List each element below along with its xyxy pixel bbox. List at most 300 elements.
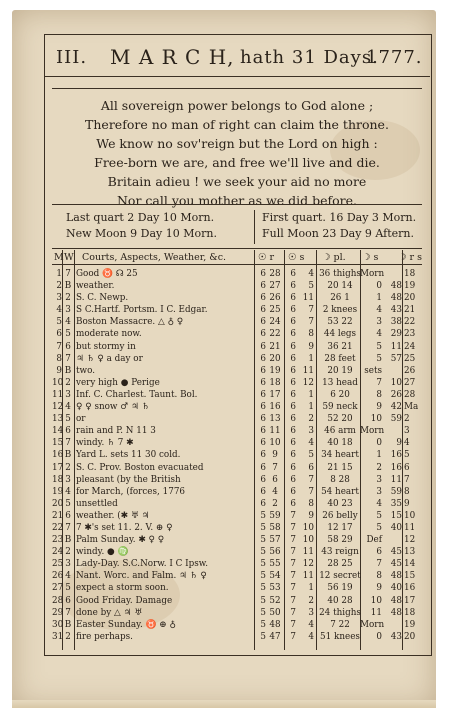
sun-rise-hour: 6 — [260, 462, 266, 473]
moon-rs: 19 — [404, 281, 416, 292]
moon-south-min: 11 — [390, 341, 402, 352]
paper-edge — [12, 700, 436, 708]
sun-rise-min: 10 — [269, 438, 281, 449]
event-text: ♃ ♄ ♀ a day or — [76, 353, 143, 364]
sun-set-min: 8 — [308, 498, 314, 509]
week-day: 5 — [65, 329, 71, 340]
moon-rs: 21 — [404, 305, 416, 316]
week-day: 2 — [65, 377, 71, 388]
col-header-moon-place: ☽ pl. — [322, 252, 346, 263]
month-day: 25 — [52, 559, 64, 570]
moon-rs: 19 — [404, 619, 416, 630]
sun-set-min: 5 — [308, 281, 314, 292]
moon-south-hour: Def — [366, 535, 382, 546]
moon-rs: 10 — [404, 510, 416, 521]
moon-south-hour: 4 — [376, 329, 382, 340]
sun-set-hour: 6 — [290, 317, 296, 328]
sun-rise-min: 54 — [269, 571, 281, 582]
week-day: 4 — [65, 317, 71, 328]
sun-set-min: 10 — [302, 535, 314, 546]
sun-rise-hour: 6 — [260, 269, 266, 279]
verse-line: Nor call you mother as we did before. — [116, 193, 358, 208]
moon-place: 28 25 — [327, 559, 353, 570]
moon-south-hour: 8 — [376, 389, 382, 400]
week-day: 2 — [65, 462, 71, 473]
sun-rise-min: 16 — [269, 402, 281, 413]
sun-set-min: 2 — [308, 414, 314, 425]
moon-rs: 16 — [404, 583, 416, 594]
table-row — [52, 546, 422, 558]
sun-rise-hour: 6 — [260, 474, 266, 485]
moon-rs: 11 — [404, 522, 416, 533]
event-text: windy. ♄ 7 ✱ — [76, 438, 134, 449]
moon-south-min: 15 — [390, 510, 402, 521]
moon-south-hour: sets — [364, 365, 382, 376]
moon-place: 46 arm — [324, 426, 356, 437]
moon-place: 28 feet — [324, 353, 356, 364]
event-text: expect a storm soon. — [76, 583, 169, 594]
sun-set-min: 5 — [308, 450, 314, 461]
moon-rs: 23 — [404, 329, 416, 340]
month-day: 19 — [52, 486, 64, 497]
sun-rise-min: 28 — [269, 269, 281, 279]
moon-place: 7 22 — [330, 619, 350, 630]
week-day: 3 — [65, 559, 71, 570]
sun-rise-min: 17 — [269, 389, 281, 400]
month-day: 22 — [52, 522, 64, 533]
sun-rise-hour: 6 — [260, 438, 266, 449]
moon-south-min: 38 — [390, 317, 402, 328]
event-text: Easter Sunday. ♉ ⊕ ♁ — [76, 619, 176, 630]
month-day: 28 — [52, 595, 64, 606]
month-day: 16 — [52, 450, 64, 461]
sun-rise-min: 11 — [269, 426, 281, 437]
event-text: done by △ ♃ ♅ — [76, 607, 143, 618]
days-count: hath 31 Days. — [240, 46, 379, 68]
moon-place: 26 belly — [322, 510, 358, 521]
moon-place: 52 20 — [327, 414, 353, 425]
month-day: 24 — [52, 547, 64, 558]
moon-place: 53 22 — [327, 317, 353, 328]
moon-south-hour: 10 — [370, 595, 382, 606]
moon-rs: 25 — [404, 353, 416, 364]
month-day: 26 — [52, 571, 64, 582]
sun-rise-min: 27 — [269, 281, 281, 292]
moon-place: 13 head — [322, 377, 358, 388]
title-divider — [44, 76, 430, 77]
event-text: Lady-Day. S.C.Norw. I C Ipsw. — [76, 559, 209, 570]
moon-south-hour: 6 — [376, 547, 382, 558]
moon-south-hour: 3 — [376, 317, 382, 328]
sun-rise-hour: 6 — [260, 365, 266, 376]
sun-rise-min: 48 — [269, 619, 281, 630]
moon-rs: 5 — [404, 450, 410, 461]
col-header-moon-south: ☽ s — [362, 252, 379, 263]
sun-set-hour: 6 — [290, 474, 296, 485]
moon-south-hour: 7 — [376, 559, 382, 570]
moon-south-hour: 2 — [376, 462, 382, 473]
sun-rise-hour: 6 — [260, 498, 266, 509]
table-row — [52, 595, 422, 607]
event-text: Inf. C. Charlest. Taunt. Bol. — [76, 389, 198, 400]
week-day: 5 — [65, 498, 71, 509]
moon-rs: 9 — [404, 498, 410, 509]
moon-place: 44 legs — [323, 329, 357, 340]
event-text: fire perhaps. — [76, 631, 133, 642]
month-day: 4 — [56, 305, 62, 316]
event-text: ♀ ♀ snow ♂ ♃ ♄ — [76, 402, 150, 413]
event-text: rain and P. N 11 3 — [76, 426, 156, 437]
week-day: 7 — [65, 607, 71, 618]
table-row — [52, 510, 422, 522]
week-day: 3 — [65, 474, 71, 485]
sun-rise-hour: 6 — [260, 414, 266, 425]
moon-south-hour: 8 — [376, 571, 382, 582]
col-header-month-day: M — [54, 252, 64, 263]
moon-place: 51 knees — [320, 631, 360, 642]
event-text: but stormy in — [76, 341, 136, 352]
event-text: windy. ● ♍ — [76, 547, 129, 558]
moon-rs: 14 — [404, 559, 416, 570]
sun-rise-min: 47 — [269, 631, 281, 642]
moon-place: 54 heart — [321, 486, 359, 497]
sun-set-hour: 7 — [290, 547, 296, 558]
moon-place: 34 heart — [321, 450, 359, 461]
week-day: 2 — [65, 547, 71, 558]
sun-rise-min: 57 — [269, 535, 281, 546]
moon-south-hour: 1 — [376, 450, 382, 461]
moon-place: 36 21 — [327, 341, 353, 352]
sun-set-hour: 7 — [290, 510, 296, 521]
sun-set-min: 9 — [308, 510, 314, 521]
event-text: S C.Hartf. Portsm. I C. Edgar. — [76, 305, 208, 316]
moon-place: 2 knees — [322, 305, 358, 316]
sun-rise-min: 52 — [269, 595, 281, 606]
event-text: 7 ✱'s set 11. 2. V. ⊕ ♀ — [76, 522, 173, 533]
sun-set-min: 12 — [302, 559, 314, 570]
month-day: 27 — [52, 583, 64, 594]
month-day: 8 — [56, 353, 62, 364]
event-text: Nant. Worc. and Falm. ♃ ♄ ♀ — [76, 571, 207, 582]
sun-rise-hour: 5 — [260, 595, 266, 606]
moon-place: 56 19 — [327, 583, 353, 594]
sun-rise-hour: 5 — [260, 559, 266, 570]
event-text: Good Friday. Damage — [76, 595, 173, 606]
moon-rs: 12 — [404, 535, 416, 546]
table-row — [52, 570, 422, 582]
sun-rise-hour: 6 — [260, 341, 266, 352]
sun-set-hour: 6 — [290, 462, 296, 473]
moon-rs: 6 — [404, 462, 410, 473]
week-day: 3 — [65, 305, 71, 316]
event-text: two. — [76, 365, 96, 376]
event-text: unsettled — [76, 498, 118, 509]
table-row — [52, 522, 422, 534]
moon-south-min: 48 — [390, 607, 402, 618]
sun-rise-hour: 6 — [260, 281, 266, 292]
sun-set-min: 10 — [302, 522, 314, 533]
moon-south-min: 42 — [390, 402, 402, 413]
sun-rise-min: 58 — [269, 522, 281, 533]
week-day: 4 — [65, 402, 71, 413]
sun-set-hour: 6 — [290, 269, 296, 279]
table-row — [52, 437, 422, 449]
sun-rise-min: 22 — [269, 329, 281, 340]
moon-south-hour: 0 — [376, 281, 382, 292]
moon-place: 21 15 — [327, 462, 353, 473]
sun-set-hour: 6 — [290, 353, 296, 364]
week-day: B — [64, 450, 72, 461]
sun-set-min: 4 — [308, 438, 314, 449]
moon-rs: 15 — [404, 571, 416, 582]
sun-set-min: 4 — [308, 631, 314, 642]
moon-place: 43 reign — [321, 547, 359, 558]
moon-place: 40 28 — [327, 595, 353, 606]
moon-phases-right — [262, 210, 416, 242]
table-row — [52, 607, 422, 619]
month-numeral: III. — [56, 46, 88, 68]
sun-set-hour: 6 — [290, 426, 296, 437]
week-day: 7 — [65, 269, 71, 279]
sun-rise-hour: 5 — [260, 522, 266, 533]
moon-place: 6 20 — [330, 389, 350, 400]
sun-rise-hour: 6 — [260, 426, 266, 437]
month-day: 12 — [52, 402, 64, 413]
sun-rise-hour: 6 — [260, 377, 266, 388]
moon-south-min: 48 — [390, 281, 402, 292]
page-title — [44, 40, 430, 74]
col-header-sun-sets: ☉ s — [288, 252, 305, 263]
month-day: 5 — [56, 317, 62, 328]
sun-set-hour: 7 — [290, 535, 296, 546]
moon-south-min: 26 — [390, 389, 402, 400]
week-day: 7 — [65, 353, 71, 364]
moon-rs: 26 — [404, 365, 416, 376]
event-text: very high ● Perige — [76, 377, 160, 388]
sun-rise-hour: 6 — [260, 293, 266, 304]
sun-rise-hour: 6 — [260, 402, 266, 413]
sun-rise-hour: 6 — [260, 353, 266, 364]
verse-top-divider — [52, 88, 422, 89]
moon-place: 40 18 — [327, 438, 353, 449]
moon-south-min: 40 — [390, 583, 402, 594]
verse-block — [54, 96, 420, 210]
moon-rs: 18 — [404, 607, 416, 618]
sun-rise-hour: 5 — [260, 547, 266, 558]
sun-set-hour: 7 — [290, 619, 296, 630]
sun-rise-hour: 5 — [260, 583, 266, 594]
sun-rise-hour: 6 — [260, 450, 266, 461]
col-header-courts: Courts, Aspects, Weather, &c. — [82, 252, 227, 263]
moon-rs: 13 — [404, 547, 416, 558]
sun-set-min: 1 — [308, 583, 314, 594]
moon-place: 26 1 — [330, 293, 350, 304]
month-day: 23 — [52, 535, 64, 546]
week-day: 4 — [65, 571, 71, 582]
month-day: 21 — [52, 510, 64, 521]
table-row — [52, 377, 422, 389]
table-row — [52, 534, 422, 546]
moon-south-min: 16 — [390, 450, 402, 461]
week-day: 6 — [65, 341, 71, 352]
sun-rise-min: 25 — [269, 305, 281, 316]
sun-set-hour: 7 — [290, 583, 296, 594]
moon-south-hour: 10 — [370, 414, 382, 425]
month-day: 20 — [52, 498, 64, 509]
month-day: 15 — [52, 438, 64, 449]
sun-set-hour: 7 — [290, 522, 296, 533]
year: 1777. — [366, 46, 423, 68]
sun-set-min: 9 — [308, 341, 314, 352]
moon-south-min: 10 — [390, 377, 402, 388]
sun-set-hour: 6 — [290, 438, 296, 449]
verse-line: We know no sov'reign but the Lord on high : — [96, 136, 378, 151]
moon-rs: 22 — [404, 317, 416, 328]
sun-rise-min: 21 — [269, 341, 281, 352]
moon-place: 8 28 — [330, 474, 350, 485]
moon-place: 59 neck — [322, 402, 358, 413]
event-text: Boston Massacre. △ ♁ ♀ — [76, 317, 184, 328]
month-day: 10 — [52, 377, 64, 388]
sun-set-hour: 6 — [290, 377, 296, 388]
sun-set-hour: 6 — [290, 450, 296, 461]
sun-set-min: 1 — [308, 389, 314, 400]
moon-phase: First quart. 16 Day 3 Morn. — [262, 211, 417, 224]
table-row — [52, 498, 422, 510]
sun-set-min: 7 — [308, 474, 314, 485]
verse-line: Britain adieu ! we seek your aid no more — [107, 174, 367, 189]
moon-place: 12 17 — [327, 522, 353, 533]
sun-set-min: 2 — [308, 595, 314, 606]
moon-place: 58 29 — [327, 535, 353, 546]
month-day: 30 — [52, 619, 64, 630]
moon-south-min: 45 — [390, 559, 402, 570]
moon-rs: 20 — [404, 293, 416, 304]
table-row — [52, 304, 422, 316]
event-text: for March, (forces, 1776 — [76, 486, 186, 497]
sun-set-min: 8 — [308, 329, 314, 340]
moon-south-min: 59 — [390, 486, 402, 497]
sun-set-hour: 6 — [290, 389, 296, 400]
table-row — [52, 486, 422, 498]
moon-south-hour: 1 — [376, 293, 382, 304]
week-day: B — [64, 535, 72, 546]
sun-set-min: 7 — [308, 317, 314, 328]
sun-set-hour: 6 — [290, 341, 296, 352]
sun-rise-min: 26 — [269, 293, 281, 304]
moon-place: 20 19 — [327, 365, 353, 376]
month-day: 11 — [52, 389, 64, 400]
table-row — [52, 341, 422, 353]
week-day: 3 — [65, 389, 71, 400]
table-row — [52, 631, 422, 643]
sun-set-min: 6 — [308, 462, 314, 473]
sun-rise-hour: 5 — [260, 631, 266, 642]
sun-rise-min: 20 — [269, 353, 281, 364]
month-day: 18 — [52, 474, 64, 485]
event-text: pleasant (by the British — [76, 474, 181, 485]
sun-set-hour: 6 — [290, 281, 296, 292]
col-header-sun-rises: ☉ r — [258, 252, 275, 263]
event-text: weather. — [76, 281, 115, 292]
sun-set-hour: 6 — [290, 402, 296, 413]
event-text: Yard L. sets 11 30 cold. — [76, 450, 181, 461]
month-day: 13 — [52, 414, 64, 425]
week-day: B — [64, 619, 72, 630]
sun-set-min: 3 — [308, 607, 314, 618]
moon-south-hour: 5 — [376, 522, 382, 533]
week-day: 4 — [65, 486, 71, 497]
month-day: 29 — [52, 607, 64, 618]
table-row — [52, 474, 422, 486]
month-day: 2 — [56, 281, 62, 292]
week-day: 6 — [65, 595, 71, 606]
sun-rise-min: 2 — [272, 498, 278, 509]
moon-rs: 28 — [404, 389, 416, 400]
sun-rise-hour: 6 — [260, 329, 266, 340]
table-row — [52, 389, 422, 401]
moon-south-min: 16 — [390, 462, 402, 473]
moon-south-hour: 0 — [376, 631, 382, 642]
moon-south-min: 43 — [390, 305, 402, 316]
event-text: weather. (✱ ♅ ♃ — [76, 510, 150, 521]
moon-top-divider — [52, 204, 422, 205]
sun-set-min: 11 — [302, 365, 314, 376]
moon-south-hour: 7 — [376, 377, 382, 388]
moon-place: 36 thighs — [319, 269, 361, 279]
sun-set-min: 7 — [308, 486, 314, 497]
sun-rise-hour: 5 — [260, 619, 266, 630]
moon-south-min: 43 — [390, 631, 402, 642]
verse-line: Therefore no man of right can claim the throne. — [85, 117, 389, 132]
sun-rise-min: 55 — [269, 559, 281, 570]
table-row — [52, 558, 422, 570]
sun-set-min: 11 — [302, 547, 314, 558]
sun-set-hour: 6 — [290, 498, 296, 509]
table-row — [52, 449, 422, 461]
moon-south-hour: 4 — [376, 305, 382, 316]
moon-phase: Last quart 2 Day 10 Morn. — [66, 211, 215, 224]
sun-set-hour: 6 — [290, 486, 296, 497]
table-row — [52, 365, 422, 377]
moon-south-min: 48 — [390, 293, 402, 304]
sun-set-min: 3 — [308, 426, 314, 437]
sun-rise-min: 19 — [269, 365, 281, 376]
event-text: Palm Sunday. ✱ ♀ ♀ — [76, 535, 165, 546]
moon-south-hour: Morn — [360, 269, 385, 279]
week-day: B — [64, 365, 72, 376]
moon-south-hour: 4 — [376, 498, 382, 509]
moon-south-min: 48 — [390, 595, 402, 606]
verse-line: All sovereign power belongs to God alone ; — [100, 98, 374, 113]
moon-south-hour: 5 — [376, 353, 382, 364]
table-row — [52, 316, 422, 328]
sun-set-min: 7 — [308, 305, 314, 316]
sun-rise-min: 13 — [269, 414, 281, 425]
moon-south-min: 9 — [396, 438, 402, 449]
moon-rs: 27 — [404, 377, 416, 388]
week-day: 2 — [65, 293, 71, 304]
moon-south-min: 29 — [390, 329, 402, 340]
moon-south-hour: 9 — [376, 583, 382, 594]
col-header-week-day: W — [64, 252, 74, 263]
moon-south-min: 57 — [390, 353, 402, 364]
sun-set-min: 4 — [308, 619, 314, 630]
table-row — [52, 292, 422, 304]
moon-place: 20 14 — [327, 281, 353, 292]
week-day: B — [64, 281, 72, 292]
sun-rise-hour: 5 — [260, 510, 266, 521]
